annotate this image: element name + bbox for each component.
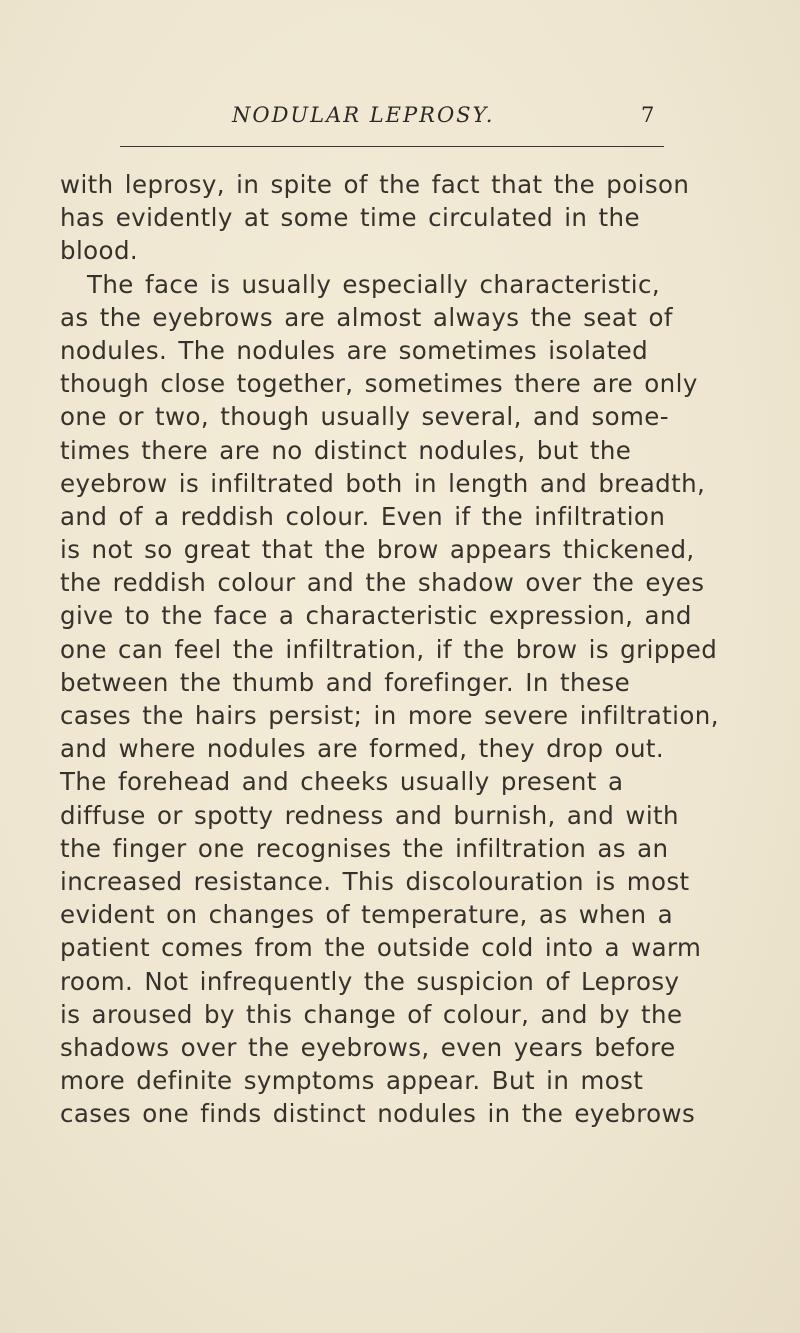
text-line: between the thumb and forefinger. In these [60,667,631,697]
text-line: is aroused by this change of colour, and by the [60,999,683,1029]
text-line: room. Not infrequently the suspicion of Leprosy [60,966,680,996]
running-head [0,103,800,143]
text-line: blood. [60,236,139,266]
page-number: 7 [641,103,655,127]
text-line: times there are no distinct nodules, but the [60,435,632,465]
body-text [60,168,750,1130]
text-line: patient comes from the outside cold into a warm [60,933,702,963]
text-line: increased resistance. This discolouration is most [60,866,690,896]
text-line: diffuse or spotty redness and burnish, and with [60,800,679,830]
text-line: give to the face a characteristic expression, and [60,601,692,631]
text-line: and of a reddish colour. Even if the infiltration [60,501,666,531]
text-line: is not so great that the brow appears thickened, [60,535,695,565]
text-line: has evidently at some time circulated in the [60,203,640,233]
text-line: more definite symptoms appear. But in most [60,1066,644,1096]
text-line: the finger one recognises the infiltration as an [60,833,669,863]
text-line: cases the hairs persist; in more severe infiltration, [60,701,719,730]
text-line: one or two, though usually several, and some- [60,402,669,432]
text-line: evident on changes of temperature, as when a [60,900,674,930]
running-title: NODULAR LEPROSY. [232,103,495,127]
text-line: eyebrow is infiltrated both in length and breadth, [60,468,706,498]
paragraph-start-line: The face is usually especially characteristic, [87,269,661,299]
text-line: one can feel the infiltration, if the brow is gripped [60,634,718,664]
text-line: as the eyebrows are almost always the seat of [60,302,673,332]
text-line: shadows over the eyebrows, even years before [60,1032,676,1062]
text-line: nodules. The nodules are sometimes isolated [60,335,649,365]
header-rule [120,146,664,147]
text-line: The forehead and cheeks usually present a [60,767,624,797]
text-line: the reddish colour and the shadow over the eyes [60,568,705,598]
text-line: cases one finds distinct nodules in the eyebrows [60,1099,696,1129]
text-line: with leprosy, in spite of the fact that the poison [60,170,690,199]
text-line: though close together, sometimes there are only [60,369,698,399]
text-line: and where nodules are formed, they drop out. [60,734,665,764]
